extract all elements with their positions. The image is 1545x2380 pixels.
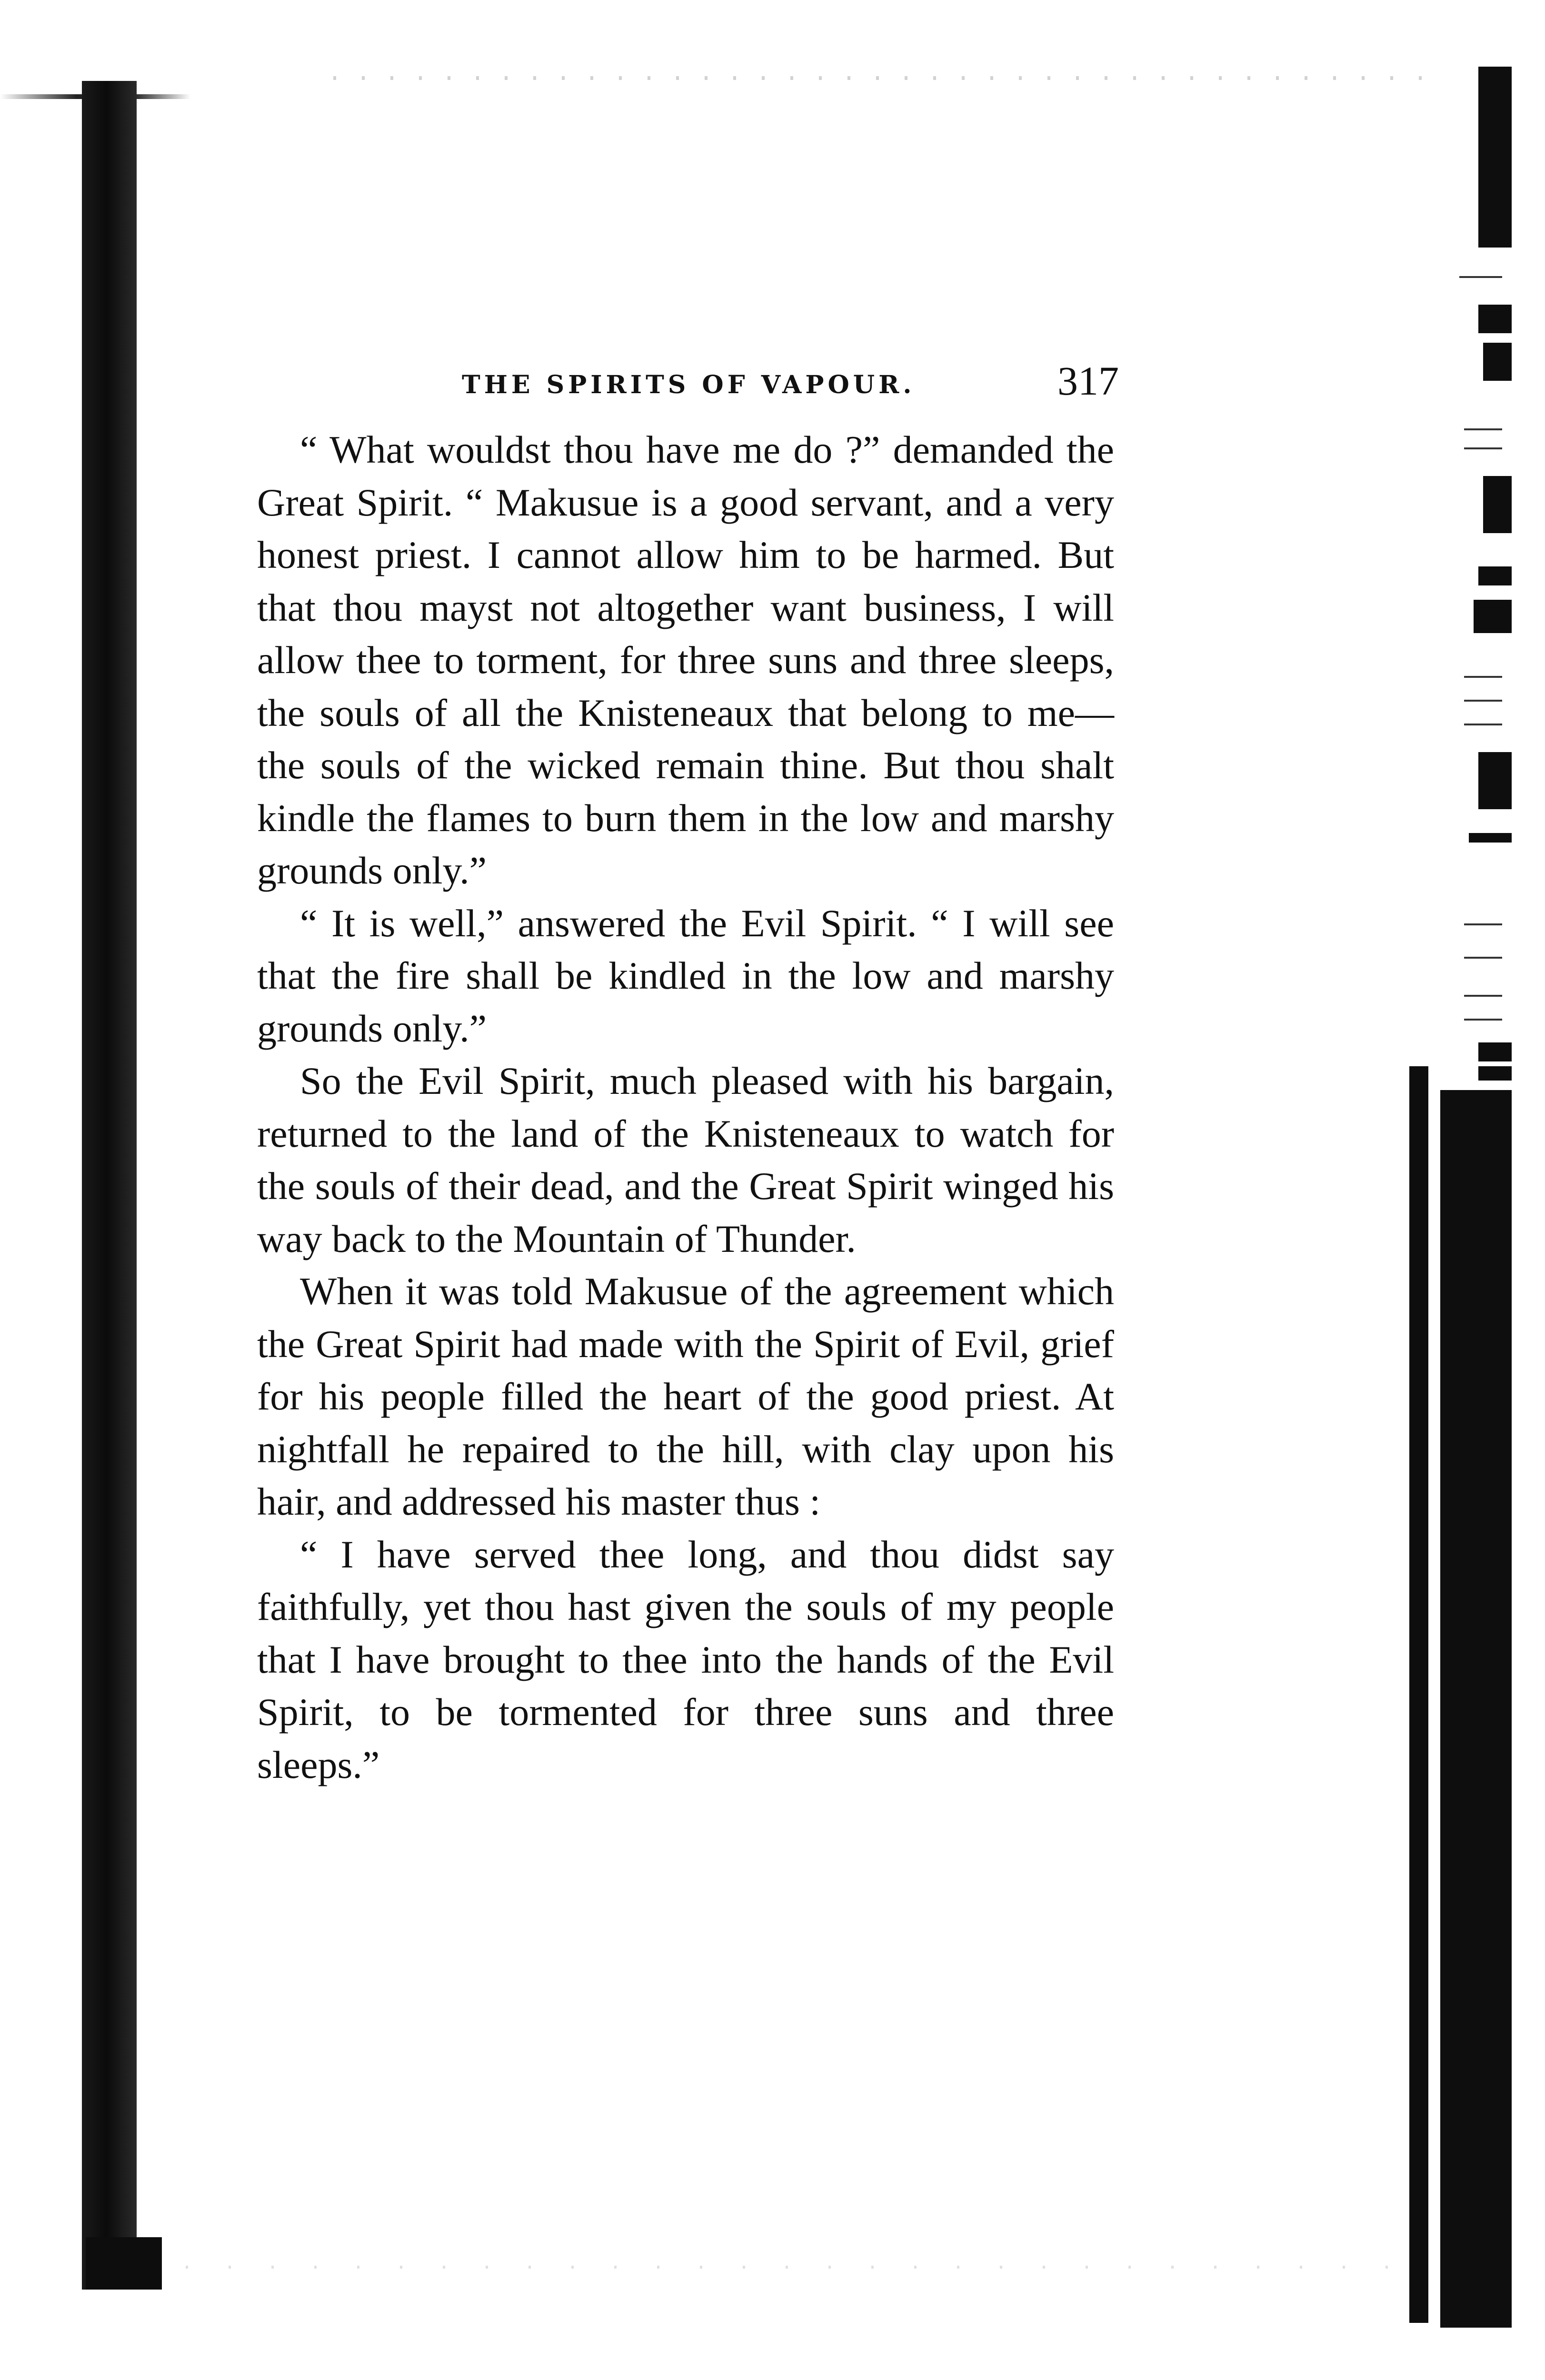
scan-dust-top (333, 76, 1428, 80)
body-text (257, 424, 1114, 1791)
paragraph: “ It is well,” answered the Evil Spirit. “ I will see that the fire shall be kindled in the low and marshy grounds only.” (257, 901, 1114, 1050)
scan-binding-edge-left-bottom (86, 2237, 162, 2290)
page-number: 317 (1057, 358, 1119, 404)
paragraph: So the Evil Spirit, much pleased with his bargain, returned to the land of the Knisteneaux to watch for the souls of their dead, and the Great Spirit winged his way back to the Mountain of Thunder. (257, 1059, 1114, 1260)
scan-dust-bottom (143, 2266, 1405, 2269)
scan-binding-edge-left (82, 81, 137, 2290)
book-page (257, 352, 1119, 1791)
paragraph: “ What wouldst thou have me do ?” demanded the Great Spirit. “ Makusue is a good servant, and a very honest priest. I cannot allow him to be harmed. But that thou mayst not altogether want business, I will allow thee to torment, for three suns and three sleeps, the souls of all the Knisteneaux that belong to me—the souls of the wicked remain thine. But thou shalt kindle the flames to burn them in the low and marshy grounds only.” (257, 428, 1114, 892)
scan-page-edge-right (1409, 67, 1512, 2285)
paragraph: “ I have served thee long, and thou didst say faithfully, yet thou hast given the souls of my people that I have brought to thee into the hands of the Evil Spirit, to be tormented for three suns and three sleeps.” (257, 1532, 1114, 1786)
running-title: THE SPIRITS OF VAPOUR. (462, 370, 916, 399)
paragraph: When it was told Makusue of the agreement which the Great Spirit had made with the Spirit of Evil, grief for his people filled the heart of the good priest. At nightfall he repaired to the hill, with clay upon his hair, and addressed his master thus : (257, 1269, 1114, 1523)
running-head (257, 352, 1119, 424)
